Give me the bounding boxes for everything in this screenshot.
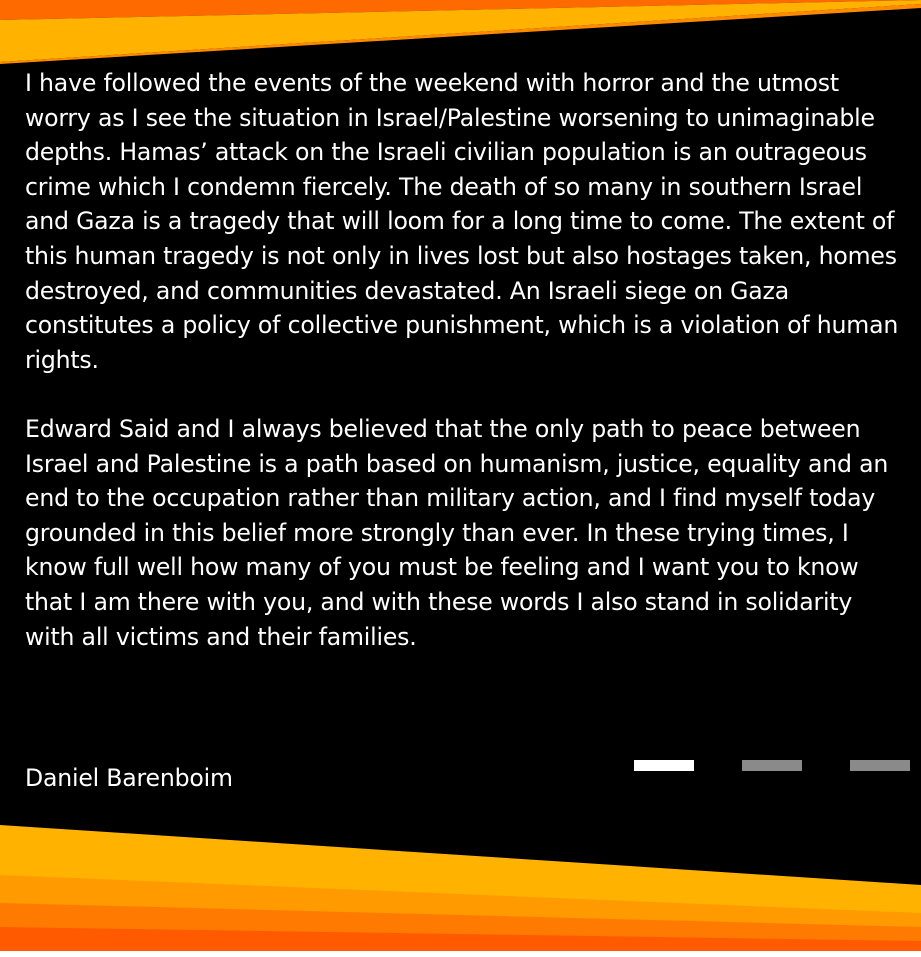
signature: Daniel Barenboim [25,764,233,792]
statement-paragraph-2: Edward Said and I always believed that the only path to peace between Israel and Palestine is a path based on humanism, justice, equality and an end to the occupation rather than military action, and I find myself today grounded in this belief more strongly than ever. In these trying times, I know full well how many of you must be feeling and I want you to know that I am there with you, and with these words I also stand in solidarity with all victims and their families. [25,414,889,651]
statement-paragraph-1: I have followed the events of the weekend with horror and the utmost worry as I see the situation in Israel/Palestine worsening to unimaginable depths. Hamas’ attack on the Israeli civilian population is an outrageous crime which I condemn fiercely. The death of so many in southern Israel and Gaza is a tragedy that will loom for a long time to come. The extent of this human tragedy is not only in lives lost but also hostages taken, homes destroyed, and communities devastated. An Israeli siege on Gaza constitutes a policy of collective punishment, which is a violation of human rights. [25,69,899,374]
carousel-dot-1[interactable] [634,760,694,771]
bottom-orange-banner [0,815,921,957]
carousel-dot-2[interactable] [742,760,802,771]
carousel-indicator [634,760,914,772]
statement-text [25,66,905,654]
carousel-dot-3[interactable] [850,760,910,771]
top-orange-banner [0,0,921,70]
